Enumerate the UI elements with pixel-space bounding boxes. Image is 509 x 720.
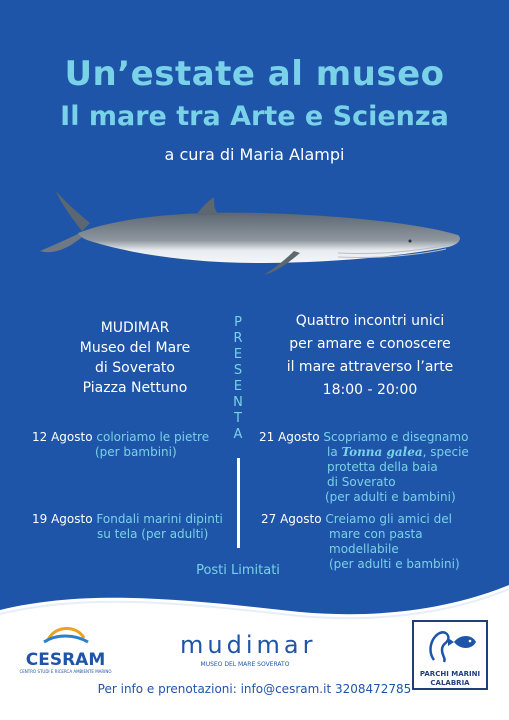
presenta-vertical-text <box>228 315 248 443</box>
presenta-letter: P <box>234 315 242 330</box>
event-desc-cont: protetta della baia <box>327 460 438 474</box>
parchi-marini-logo <box>412 620 488 690</box>
event-audience: (per adulti e bambini) <box>329 557 460 571</box>
seahorse-fish-icon <box>414 622 486 666</box>
event-date: 21 Agosto <box>259 430 320 444</box>
presenta-letter: T <box>234 411 242 426</box>
intro-line3: il mare attraverso l’arte <box>286 359 454 375</box>
contact-info: Per info e prenotazioni: info@cesram.it 3208472785 <box>97 682 412 696</box>
cesram-logo-subtext: CENTRO STUDI E RICERCA AMBIENTE MARINO <box>19 669 112 674</box>
cesram-wave-icon <box>18 618 113 648</box>
event-desc: Fondali marini dipinti <box>96 512 223 526</box>
cesram-logo <box>18 618 113 678</box>
mudimar-logo-text: mudimar <box>180 631 317 659</box>
presenta-letter: R <box>233 331 243 346</box>
event-item-19-agosto <box>32 512 232 542</box>
event-desc-cont <box>259 445 491 460</box>
event-text: la <box>327 445 342 459</box>
intro-line2: per amare e conoscere <box>289 336 451 352</box>
event-item-21-agosto <box>259 430 491 505</box>
presenta-letter: E <box>233 347 243 362</box>
intro-time: 18:00 - 20:00 <box>322 382 418 398</box>
parchi-line1: PARCHI MARINI <box>419 670 481 678</box>
vertical-divider <box>237 458 240 548</box>
presenta-letter: N <box>233 395 243 410</box>
mudimar-logo <box>180 630 317 676</box>
event-desc-cont: mare con pasta <box>329 527 423 541</box>
museum-line3: di Soverato <box>95 360 175 376</box>
presenta-letter: A <box>233 427 243 442</box>
intro-text <box>265 310 475 402</box>
limited-seats-text: Posti Limitati <box>196 563 280 578</box>
cesram-logo-text: CESRAM <box>25 650 106 670</box>
museum-line2: Museo del Mare <box>79 340 191 356</box>
curator-text: a cura di Maria Alampi <box>164 145 345 164</box>
whale-illustration <box>38 183 466 283</box>
mudimar-logo-subtext: MUSEO DEL MARE SOVERATO <box>200 661 290 668</box>
event-date: 19 Agosto <box>32 512 93 526</box>
event-text: , specie <box>422 445 469 459</box>
parchi-line2: CALABRIA <box>430 679 470 687</box>
event-desc: Creiamo gli amici del <box>325 512 452 526</box>
event-desc: Scopriamo e disegnamo <box>323 430 469 444</box>
event-desc-cont: modellabile <box>329 542 399 556</box>
intro-line1: Quattro incontri unici <box>295 313 445 329</box>
event-desc-cont: di Soverato <box>327 475 396 489</box>
page-subtitle: Il mare tra Arte e Scienza <box>60 101 449 132</box>
event-audience: (per adulti e bambini) <box>325 490 456 504</box>
museum-name: MUDIMAR <box>100 320 170 336</box>
museum-address: Piazza Nettuno <box>82 380 188 396</box>
page-title: Un’estate al museo <box>64 54 445 94</box>
presenta-letter: S <box>233 363 243 378</box>
event-item-12-agosto <box>32 430 222 460</box>
event-desc-cont: su tela (per adulti) <box>97 527 209 541</box>
event-date: 27 Agosto <box>261 512 322 526</box>
museum-info <box>60 318 210 398</box>
presenta-letter: E <box>233 379 243 394</box>
event-audience: (per bambini) <box>95 445 177 459</box>
event-date: 12 Agosto <box>32 430 93 444</box>
event-desc: coloriamo le pietre <box>96 430 210 444</box>
species-name: Tonna galea <box>341 445 423 459</box>
